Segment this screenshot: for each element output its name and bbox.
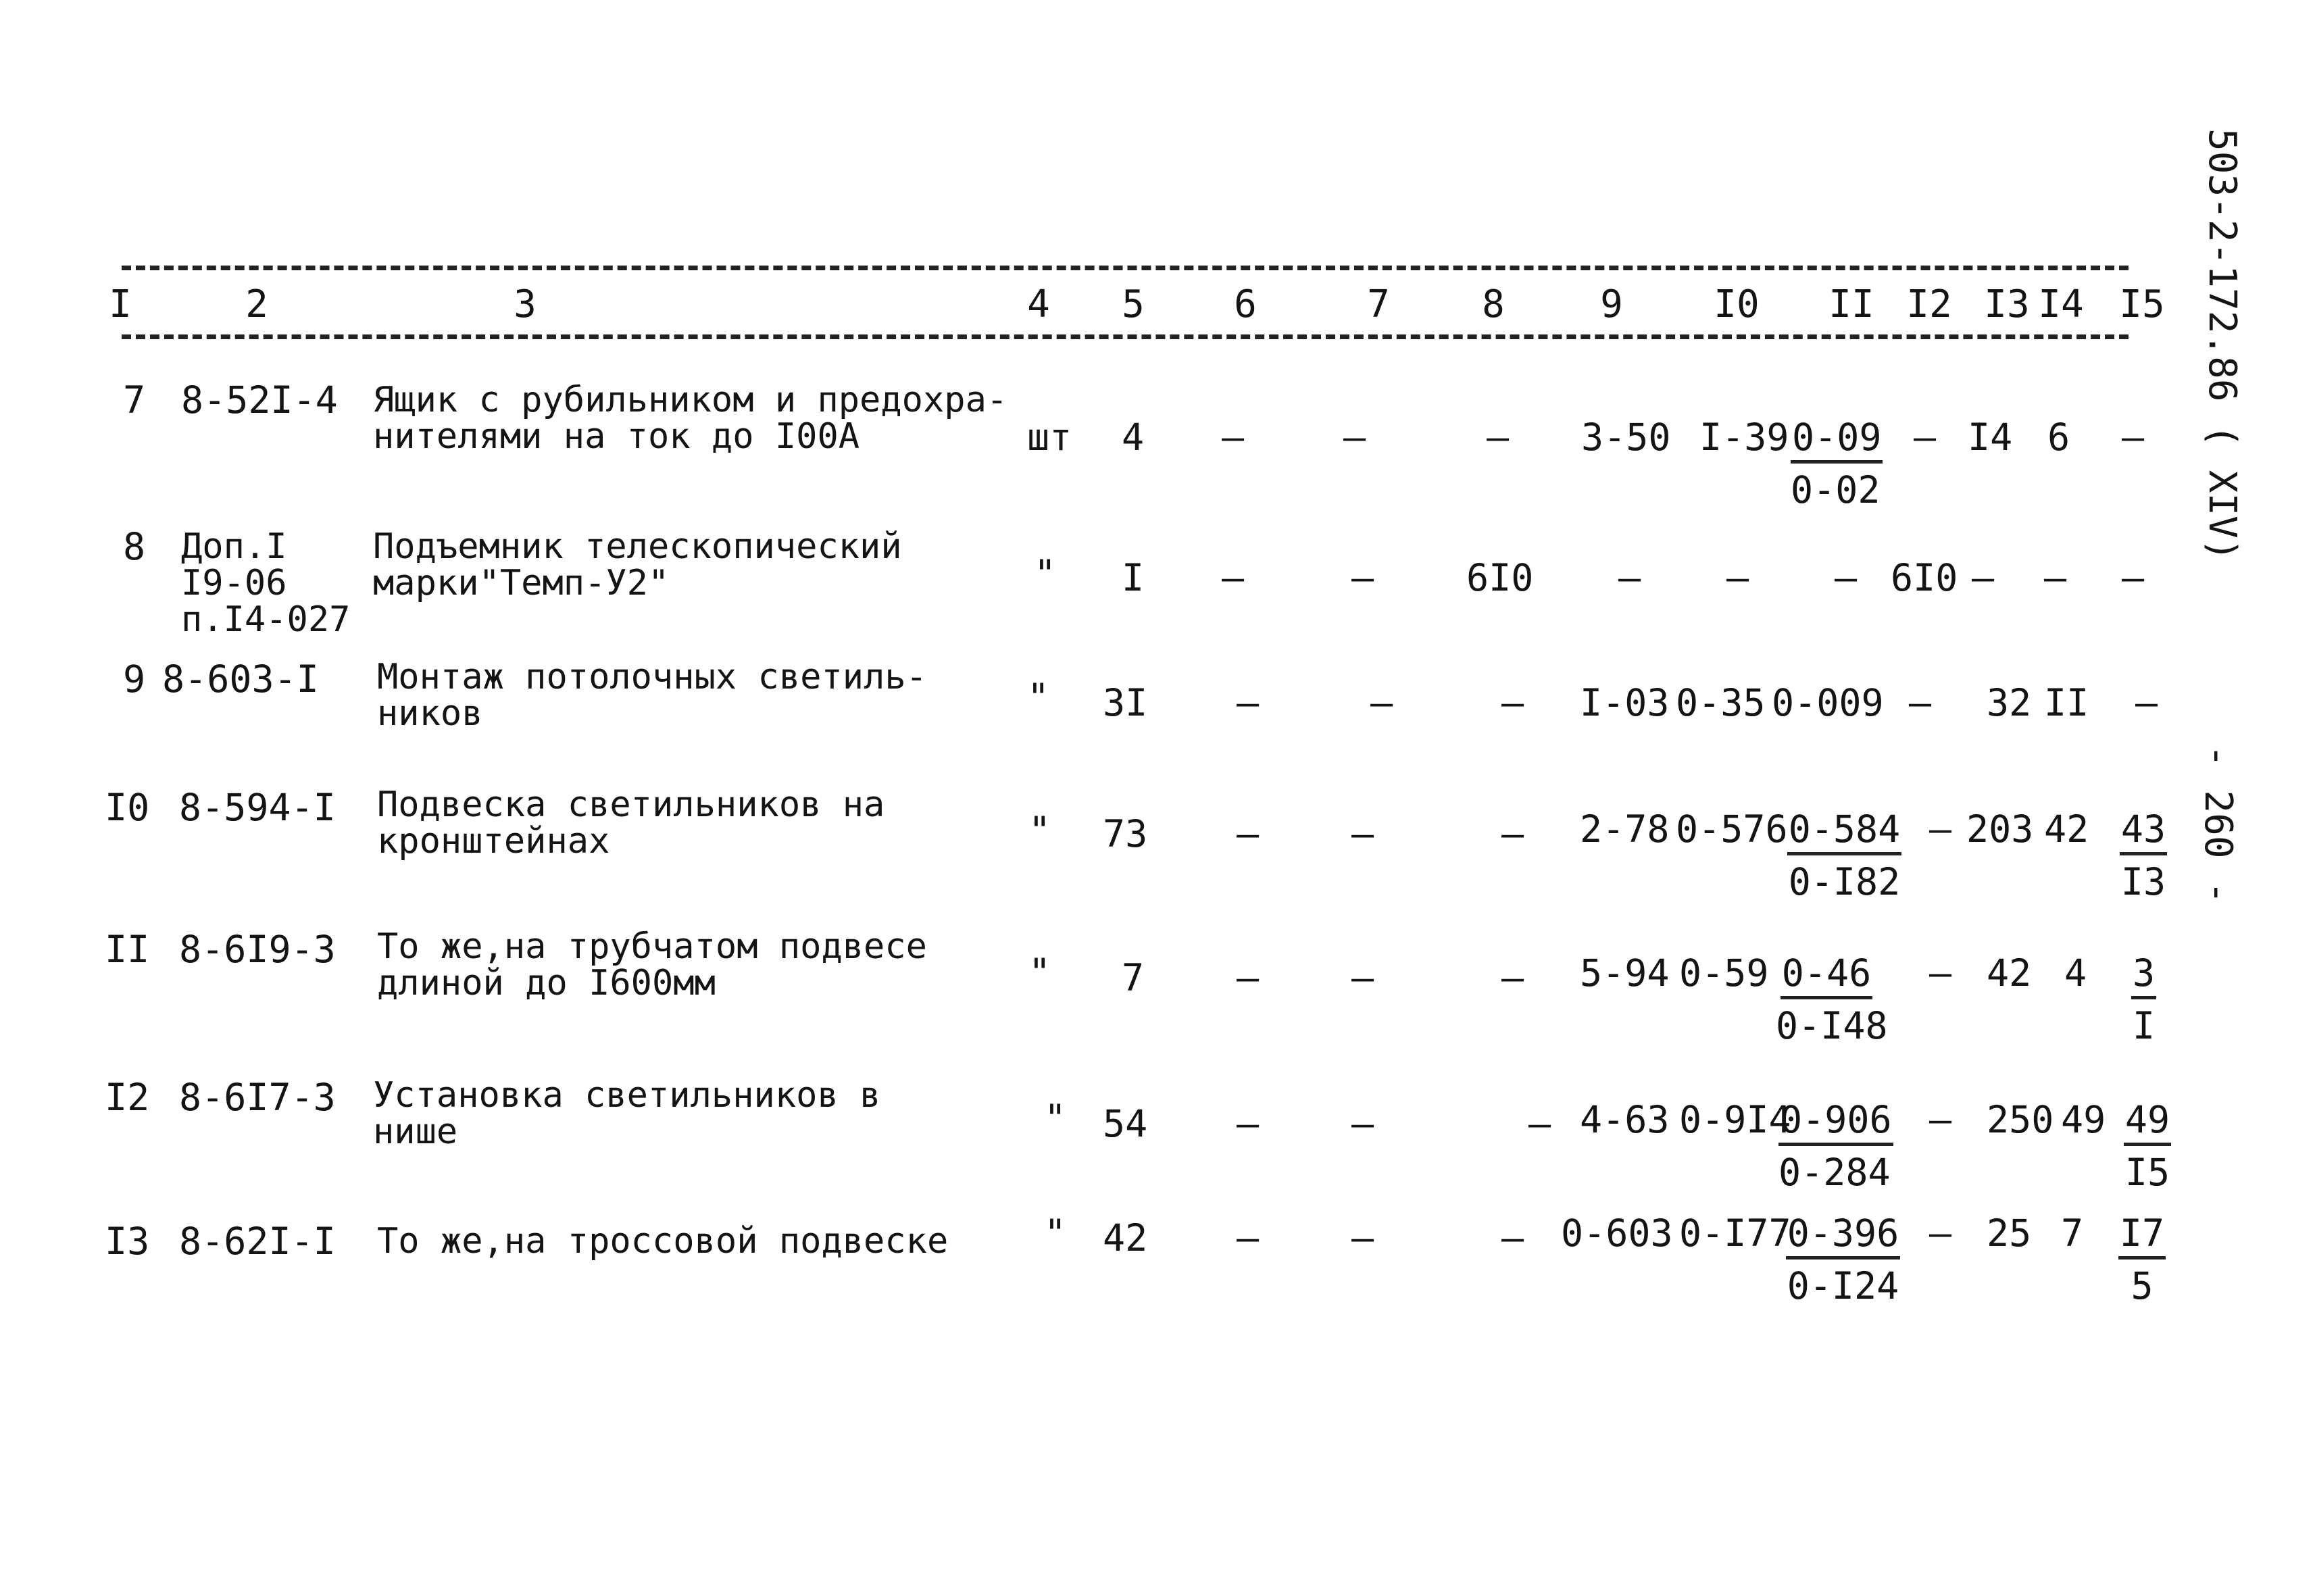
col-6-value: – <box>1222 556 1245 599</box>
col-7-value: – <box>1351 1216 1374 1260</box>
col-9-value: – <box>1618 556 1641 599</box>
col-8-value: – <box>1501 1216 1524 1260</box>
col-6-value: – <box>1237 681 1260 724</box>
header-rule-top <box>122 266 2129 270</box>
col-9-value: 5-94 <box>1580 951 1670 995</box>
col-13-value: I4 <box>1968 416 2013 459</box>
col-10-value: 0-576 <box>1676 807 1788 851</box>
col-6-value: – <box>1222 416 1245 459</box>
col-header-6: 6 <box>1234 282 1257 326</box>
col-15-value: – <box>2122 416 2145 459</box>
col-11-fraction: $\frac{0-396}{0-I24}$ <box>1787 1212 1899 1307</box>
col-10-value: 0-I77 <box>1679 1212 1791 1255</box>
col-header-12: I2 <box>1906 282 1952 326</box>
col-13-value: 32 <box>1987 681 2032 724</box>
row-number: 8 <box>123 525 146 568</box>
work-description: Подвеска светильников на кронштейнах <box>377 784 885 862</box>
col-header-10: I0 <box>1714 282 1760 326</box>
col-12-value: – <box>1929 1098 1952 1141</box>
col-10-value: 0-35 <box>1676 681 1766 724</box>
col-15-fraction: $\frac{49}{I5}$ <box>2124 1098 2170 1194</box>
col-14-value: 7 <box>2061 1212 2084 1255</box>
col-13-value: 203 <box>1966 807 2034 851</box>
work-description: Подъемник телескопический марки"Темп-У2" <box>373 526 902 603</box>
col-6-value: – <box>1237 812 1260 855</box>
page-number: - 260 - <box>2196 745 2240 905</box>
col-8-value: – <box>1501 956 1524 999</box>
col-8-value: 6I0 <box>1466 556 1534 599</box>
col-7-value: – <box>1343 416 1366 459</box>
col-9-value: I-03 <box>1580 681 1670 724</box>
unit: " <box>1044 1097 1067 1140</box>
col-7-value: – <box>1351 812 1374 855</box>
col-15-fraction: $\frac{3}{I}$ <box>2132 951 2156 1047</box>
row-number: I3 <box>105 1220 150 1263</box>
col-15-fraction: $\frac{43}{I3}$ <box>2120 807 2166 903</box>
col-14-value: 42 <box>2044 807 2089 851</box>
col-header-1: I <box>109 282 132 326</box>
col-13-value: 25 <box>1987 1212 2032 1255</box>
col-header-3: 3 <box>514 282 537 326</box>
col-10-value: – <box>1726 556 1749 599</box>
col-13-value: 250 <box>1987 1098 2054 1141</box>
col-header-13: I3 <box>1984 282 2030 326</box>
row-number: I0 <box>105 786 150 829</box>
norm-code: 8-594-I <box>179 786 336 829</box>
col-header-9: 9 <box>1600 282 1623 326</box>
col-header-11: II <box>1828 282 1874 326</box>
row-number: II <box>105 928 150 971</box>
document-code: 503-2-172.86 ( XIV) <box>2200 128 2244 562</box>
col-6-value: – <box>1237 1216 1260 1260</box>
col-12-value: – <box>1929 807 1952 851</box>
norm-code: 8-52I-4 <box>181 378 338 422</box>
col-12-value: 6I0 <box>1891 556 1958 599</box>
work-description: Монтаж потолочных светиль- ников <box>377 657 927 734</box>
quantity: 73 <box>1103 812 1148 855</box>
col-8-value: – <box>1528 1102 1551 1145</box>
col-10-value: 0-9I4 <box>1679 1098 1791 1141</box>
norm-code: Доп.I I9-06 п.I4-027 <box>181 526 351 640</box>
unit: " <box>1044 1212 1067 1255</box>
col-15-value: – <box>2122 556 2145 599</box>
col-14-value: 6 <box>2047 416 2070 459</box>
col-13-value: – <box>1972 556 1995 599</box>
col-11-fraction: $\frac{0-46}{0-I48}$ <box>1776 951 1888 1047</box>
quantity: 54 <box>1103 1102 1148 1145</box>
col-12-value: – <box>1929 1212 1952 1255</box>
col-7-value: – <box>1351 1102 1374 1145</box>
col-11-fraction: $\frac{0-09}{0-02}$ <box>1791 416 1882 512</box>
work-description: То же,на троссовой подвеске <box>377 1221 949 1262</box>
col-12-value: – <box>1914 416 1937 459</box>
row-number: 9 <box>123 657 146 701</box>
col-6-value: – <box>1237 1102 1260 1145</box>
col-14-value: 4 <box>2064 951 2087 995</box>
col-7-value: – <box>1351 556 1374 599</box>
quantity: I <box>1122 556 1145 599</box>
col-header-2: 2 <box>245 282 268 326</box>
col-7-value: – <box>1370 681 1393 724</box>
col-7-value: – <box>1351 956 1374 999</box>
col-9-value: 2-78 <box>1580 807 1670 851</box>
col-6-value: – <box>1237 956 1260 999</box>
quantity: 4 <box>1122 416 1145 459</box>
unit: " <box>1034 552 1057 595</box>
col-9-value: 4-63 <box>1580 1098 1670 1141</box>
col-10-value: 0-59 <box>1679 951 1769 995</box>
col-header-4: 4 <box>1027 282 1050 326</box>
norm-code: 8-62I-I <box>179 1220 336 1263</box>
work-description: Ящик с рубильником и предохра- нителями на ток до I00А <box>373 380 1008 457</box>
col-15-fraction: $\frac{I7}{5}$ <box>2119 1212 2165 1307</box>
quantity: 7 <box>1122 956 1145 999</box>
quantity: 42 <box>1103 1216 1148 1260</box>
row-number: 7 <box>123 378 146 422</box>
unit: " <box>1028 951 1051 994</box>
norm-code: 8-6I9-3 <box>179 928 336 971</box>
header-rule-bottom <box>122 334 2129 339</box>
col-header-8: 8 <box>1482 282 1505 326</box>
col-14-value: 49 <box>2061 1098 2106 1141</box>
col-8-value: – <box>1501 681 1524 724</box>
norm-code: 8-603-I <box>162 657 319 701</box>
unit: " <box>1027 676 1050 719</box>
col-11-value: 0-009 <box>1772 681 1884 724</box>
col-header-5: 5 <box>1122 282 1145 326</box>
col-header-7: 7 <box>1367 282 1390 326</box>
col-14-value: II <box>2044 681 2089 724</box>
col-11-value: – <box>1835 556 1858 599</box>
col-8-value: – <box>1487 416 1510 459</box>
work-description: Установка светильников в нише <box>373 1075 881 1152</box>
col-9-value: 3-50 <box>1581 416 1671 459</box>
col-14-value: – <box>2044 556 2067 599</box>
col-12-value: – <box>1929 951 1952 995</box>
col-12-value: – <box>1909 681 1932 724</box>
work-description: То же,на трубчатом подвесе длиной до I600мм <box>377 926 927 1003</box>
col-8-value: – <box>1501 812 1524 855</box>
col-15-value: – <box>2135 681 2158 724</box>
col-11-fraction: $\frac{0-584}{0-I82}$ <box>1788 807 1901 903</box>
quantity: 3I <box>1103 681 1148 724</box>
col-header-15: I5 <box>2119 282 2165 326</box>
norm-code: 8-6I7-3 <box>179 1076 336 1119</box>
col-11-fraction: $\frac{0-906}{0-284}$ <box>1778 1098 1892 1194</box>
col-10-value: I-39 <box>1699 416 1789 459</box>
unit: " <box>1028 809 1051 852</box>
row-number: I2 <box>105 1076 150 1119</box>
unit: шт <box>1027 416 1072 459</box>
col-9-value: 0-603 <box>1561 1212 1673 1255</box>
col-13-value: 42 <box>1987 951 2032 995</box>
col-header-14: I4 <box>2038 282 2084 326</box>
